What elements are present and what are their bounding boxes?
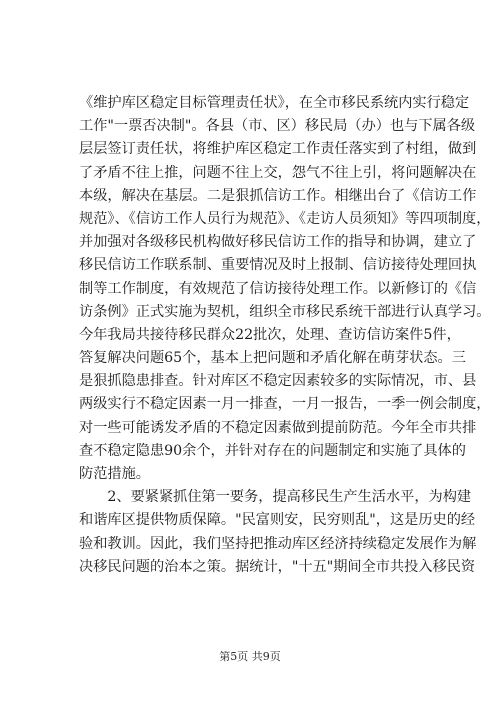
text-line: 规范》、《信访工作人员行为规范》、《走访人员须知》等四项制度， [79,210,491,227]
text-line: 是狠抓隐患排查。针对库区不稳定因素较多的实际情况，市、县 [79,373,477,390]
paragraph-2 [79,486,477,579]
text-line: 对一些可能诱发矛盾的不稳定因素做到提前防范。今年全市共排 [79,419,477,436]
text-line: 答复解决问题65个，基本上把问题和矛盾化解在萌芽状态。三 [79,350,466,367]
text-line: 防范措施。 [79,466,150,482]
body-text [79,92,491,579]
page-number: 第5页 共9页 [219,650,281,663]
text-line: 查不稳定隐患90余个，并针对存在的问题制定和实施了具体的 [79,442,466,459]
text-line: 2、要紧紧抓住第一要务，提高移民生产生活水平，为构建 [79,489,472,506]
text-line: 本级，解决在基层。二是狠抓信访工作。相继出台了《信访工作 [79,187,477,204]
text-line: 层层签订责任状，将维护库区稳定工作责任落实到了村组，做到 [79,141,477,158]
text-line: 并加强对各级移民机构做好移民信访工作的指导和协调，建立了 [79,234,477,251]
text-line: 两级实行不稳定因素一月一排查，一月一报告，一季一例会制度， [79,396,491,413]
text-line: 和谐库区提供物质保障。"民富则安，民穷则乱"，这是历史的经 [79,512,476,529]
text-line: 决移民问题的治本之策。据统计，"十五"期间全市共投入移民资 [79,558,476,575]
paragraph-1 [79,92,491,486]
text-line: 工作"一票否决制"。各县（市、区）移民局（办）也与下属各级 [79,118,476,135]
text-line: 制等工作制度，有效规范了信访接待处理工作。以新修订的《信 [79,280,477,297]
text-line: 访条例》正式实施为契机，组织全市移民系统干部进行认真学习。 [79,303,491,320]
text-line: 《维护库区稳定目标管理责任状》，在全市移民系统内实行稳定 [79,95,470,111]
page-footer [0,650,500,664]
text-line: 了矛盾不往上推，问题不往上交，怨气不往上引，将问题解决在 [79,164,477,181]
text-line: 今年我局共接待移民群众22批次，处理、查访信访案件5件， [79,326,461,343]
text-line: 移民信访工作联系制、重要情况及时上报制、信访接待处理回执 [79,257,477,274]
text-line: 验和教训。因此，我们坚持把推动库区经济持续稳定发展作为解 [79,535,477,552]
